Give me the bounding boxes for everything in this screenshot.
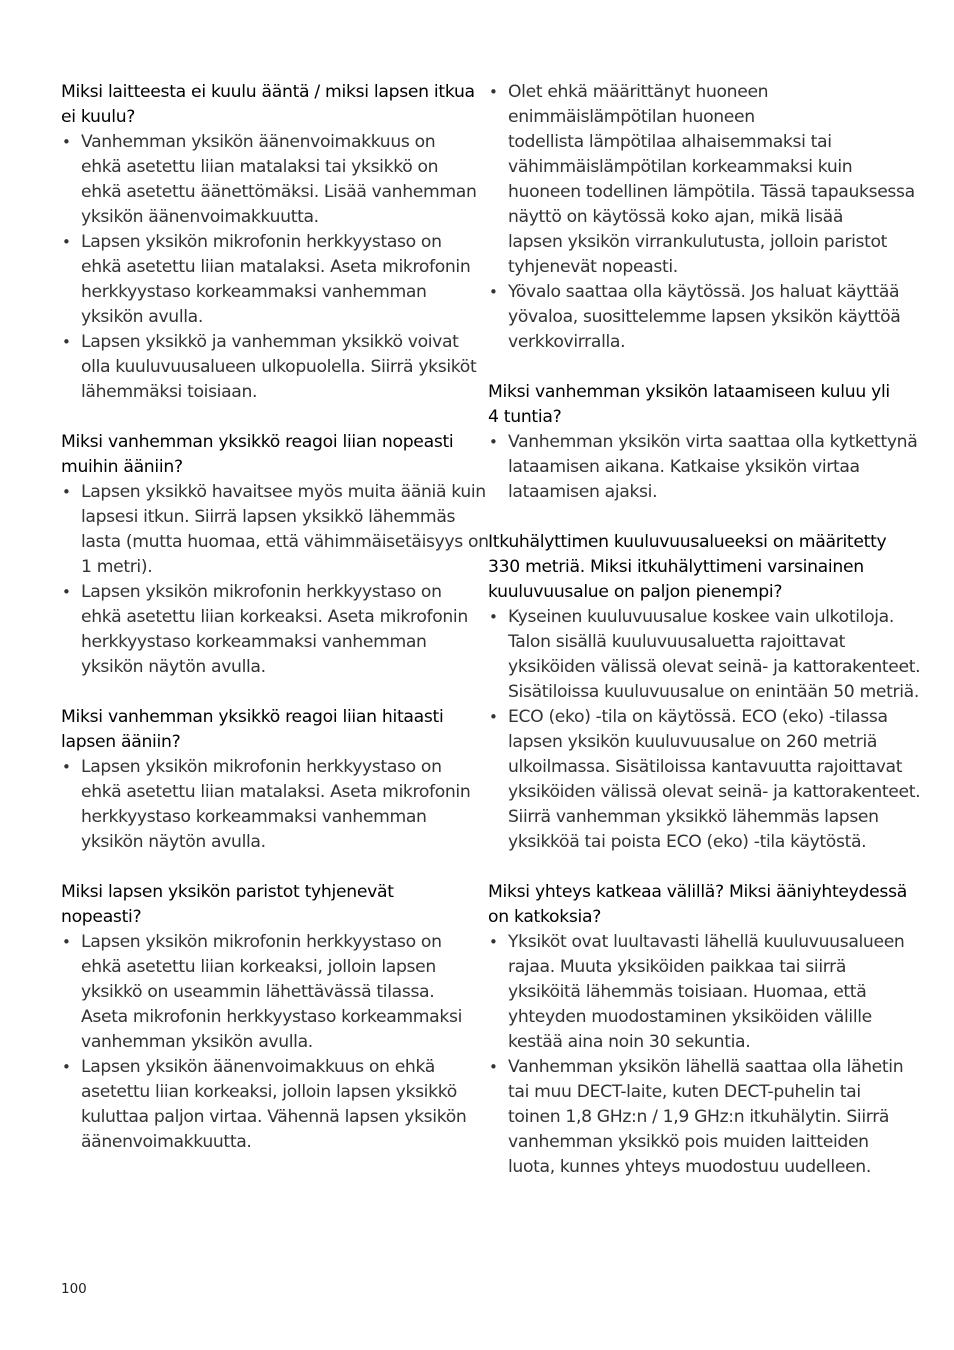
answer-text: herkkyystaso korkeammaksi vanhemman: [81, 632, 427, 652]
faq-section: [61, 80, 477, 405]
answer-text: lapsesi itkun. Siirrä lapsen yksikkö lähemmäs: [81, 507, 456, 527]
answer-text: herkkyystaso korkeammaksi vanhemman: [81, 807, 427, 827]
answer-line: [61, 605, 471, 630]
answer-text: yksikön näytön avulla.: [81, 657, 266, 677]
answer-line: [488, 730, 900, 755]
bullet-icon: •: [489, 1058, 498, 1076]
answer-text: Yksiköt ovat luultavasti lähellä kuuluvuusalueen: [508, 932, 905, 952]
answer-line: [488, 280, 900, 305]
answer-line: [61, 555, 471, 580]
answer-line: [488, 1130, 900, 1155]
answer-line: [488, 955, 900, 980]
faq-answer-bullet: [61, 130, 477, 230]
answer-line: [488, 330, 900, 355]
bullet-icon: •: [62, 933, 71, 951]
bullet-icon: •: [489, 433, 498, 451]
answer-line: [488, 80, 900, 105]
answer-line: [61, 355, 477, 380]
answer-line: [61, 230, 471, 255]
bullet-icon: •: [62, 133, 71, 151]
bullet-icon: •: [62, 333, 71, 351]
answer-text: lapsen yksikön virrankulutusta, jolloin paristot: [508, 232, 888, 252]
faq-question-line: Miksi lapsen yksikön paristot tyhjenevät: [61, 882, 394, 902]
answer-text: vanhemman yksikön avulla.: [81, 1032, 313, 1052]
faq-answer-bullet: [488, 930, 905, 1055]
answer-line: [488, 430, 918, 455]
answer-text: yksikkö on useammin lähettävässä tilassa.: [81, 982, 435, 1002]
faq-question-line: nopeasti?: [61, 907, 142, 927]
answer-line: [488, 680, 919, 705]
answer-text: luota, kunnes yhteys muodostuu uudelleen.: [508, 1157, 871, 1177]
answer-text: toinen 1,8 GHz:n / 1,9 GHz:n itkuhälytin. Siirrä: [508, 1107, 890, 1127]
answer-line: [488, 805, 900, 830]
answer-line: [488, 230, 900, 255]
answer-line: [488, 1030, 900, 1055]
faq-answer-bullet: [61, 480, 489, 580]
answer-text: näyttö on käytössä koko ajan, mikä lisää: [508, 207, 844, 227]
answer-line: [61, 255, 471, 280]
bullet-icon: •: [62, 1058, 71, 1076]
answer-text: Lapsen yksikön äänenvoimakkuus on ehkä: [81, 1057, 435, 1077]
answer-line: [488, 1080, 900, 1105]
answer-text: yksikön äänenvoimakkuutta.: [81, 207, 319, 227]
bullet-icon: •: [489, 283, 498, 301]
answer-text: todellista lämpötilaa alhaisemmaksi tai: [508, 132, 832, 152]
faq-question-line: Miksi vanhemman yksikkö reagoi liian hitaasti: [61, 707, 444, 727]
answer-line: [61, 755, 471, 780]
bullet-icon: •: [489, 933, 498, 951]
bullet-icon: •: [489, 608, 498, 626]
answer-line: [61, 480, 486, 505]
answer-text: lapsen yksikön kuuluvuusalue on 260 metriä: [508, 732, 878, 752]
faq-answer-bullet: [61, 230, 471, 330]
answer-line: [488, 1105, 900, 1130]
answer-text: Olet ehkä määrittänyt huoneen: [508, 82, 769, 102]
answer-line: [488, 105, 900, 130]
faq-question-line: 330 metriä. Miksi itkuhälyttimeni varsinainen: [488, 557, 864, 577]
faq-question-line: kuuluvuusalue on paljon pienempi?: [488, 582, 783, 602]
answer-line: [488, 655, 921, 680]
bullet-icon: •: [62, 233, 71, 251]
answer-text: Yövalo saattaa olla käytössä. Jos haluat käyttää: [508, 282, 900, 302]
answer-line: [488, 1055, 904, 1080]
answer-line: [488, 755, 903, 780]
answer-text: olla kuuluvuusalueen ulkopuolella. Siirrä yksiköt: [81, 357, 477, 377]
faq-question-line: Miksi vanhemman yksikkö reagoi liian nopeasti: [61, 432, 454, 452]
answer-line: [488, 455, 900, 480]
answer-text: kuluttaa paljon virtaa. Vähennä lapsen yksikön: [81, 1107, 467, 1127]
faq-answer-bullet: [61, 930, 471, 1055]
answer-line: [488, 930, 905, 955]
answer-line: [488, 155, 900, 180]
answer-text: Kyseinen kuuluvuusalue koskee vain ulkotiloja.: [508, 607, 894, 627]
faq-section: [61, 705, 471, 855]
answer-text: Aseta mikrofonin herkkyystaso korkeammaksi: [81, 1007, 462, 1027]
answer-text: ECO (eko) -tila on käytössä. ECO (eko) -tilassa: [508, 707, 888, 727]
answer-line: [61, 330, 471, 355]
answer-line: [61, 380, 471, 405]
answer-text: Lapsen yksikön mikrofonin herkkyystaso on: [81, 757, 442, 777]
answer-line: [61, 830, 471, 855]
answer-line: [61, 180, 477, 205]
answer-text: Vanhemman yksikön virta saattaa olla kytkettynä: [508, 432, 918, 452]
answer-line: [61, 1030, 471, 1055]
bullet-icon: •: [62, 758, 71, 776]
answer-line: [61, 505, 471, 530]
answer-text: vähimmäislämpötilan korkeammaksi kuin: [508, 157, 853, 177]
faq-section: [488, 880, 907, 1180]
answer-text: äänenvoimakkuutta.: [81, 1132, 252, 1152]
faq-question-line: ei kuulu?: [61, 107, 136, 127]
answer-line: [488, 305, 900, 330]
answer-text: Lapsen yksikön mikrofonin herkkyystaso on: [81, 582, 442, 602]
answer-text: Lapsen yksikön mikrofonin herkkyystaso on: [81, 932, 442, 952]
answer-line: [488, 830, 900, 855]
answer-text: verkkovirralla.: [508, 332, 626, 352]
section-gap: [488, 505, 900, 530]
answer-text: yövaloa, suosittelemme lapsen yksikön käyttöä: [508, 307, 901, 327]
answer-text: ehkä asetettu liian korkeaksi. Aseta mikrofonin: [81, 607, 468, 627]
answer-line: [488, 980, 900, 1005]
answer-line: [488, 255, 900, 280]
section-gap: [61, 405, 471, 430]
faq-answer-bullet: [61, 1055, 471, 1155]
answer-line: [61, 955, 471, 980]
answer-line: [488, 205, 900, 230]
answer-line: [61, 155, 471, 180]
answer-text: enimmäislämpötilan huoneen: [508, 107, 755, 127]
faq-answer-bullet: [61, 755, 471, 855]
faq-question-line: Itkuhälyttimen kuuluvuusalueeksi on määritetty: [488, 532, 887, 552]
answer-line: [488, 1005, 900, 1030]
answer-line: [61, 305, 471, 330]
faq-answer-bullet: [488, 605, 921, 705]
faq-section: [488, 80, 915, 355]
right-column: [488, 80, 921, 1180]
answer-text: kestää aina noin 30 sekuntia.: [508, 1032, 751, 1052]
answer-text: asetettu liian korkeaksi, jolloin lapsen yksikkö: [81, 1082, 457, 1102]
answer-text: yksiköitä lähemmäs toisiaan. Huomaa, että: [508, 982, 867, 1002]
answer-line: [61, 930, 471, 955]
answer-text: Vanhemman yksikön lähellä saattaa olla lähetin: [508, 1057, 904, 1077]
answer-text: ehkä asetettu liian matalaksi tai yksikkö on: [81, 157, 439, 177]
answer-line: [61, 280, 471, 305]
faq-section: [488, 530, 921, 855]
page-number: 100: [61, 1281, 87, 1297]
faq-question-line: on katkoksia?: [488, 907, 602, 927]
answer-text: ulkoilmassa. Sisätiloissa kantavuutta rajoittavat: [508, 757, 903, 777]
answer-text: herkkyystaso korkeammaksi vanhemman: [81, 282, 427, 302]
answer-line: [488, 1155, 900, 1180]
answer-line: [61, 205, 471, 230]
answer-line: [61, 1105, 471, 1130]
answer-line: [61, 1055, 471, 1080]
answer-line: [488, 705, 900, 730]
bullet-icon: •: [489, 708, 498, 726]
faq-answer-bullet: [488, 280, 900, 355]
answer-text: yksiköiden välissä olevat seinä- ja kattorakenteet.: [508, 657, 921, 677]
answer-text: tai muu DECT-laite, kuten DECT-puhelin tai: [508, 1082, 861, 1102]
answer-line: [61, 530, 489, 555]
faq-section: [61, 880, 471, 1155]
answer-text: yksikön näytön avulla.: [81, 832, 266, 852]
answer-text: ehkä asetettu äänettömäksi. Lisää vanhemman: [81, 182, 477, 202]
bullet-icon: •: [62, 483, 71, 501]
faq-question-line: Miksi vanhemman yksikön lataamiseen kuluu yli: [488, 382, 890, 402]
faq-answer-bullet: [488, 80, 915, 280]
bullet-icon: •: [62, 583, 71, 601]
section-gap: [61, 680, 471, 705]
faq-question-line: 4 tuntia?: [488, 407, 562, 427]
answer-line: [61, 1080, 471, 1105]
answer-line: [61, 655, 471, 680]
section-gap: [488, 855, 900, 880]
faq-question-line: Miksi laitteesta ei kuulu ääntä / miksi lapsen itkua: [61, 82, 475, 102]
answer-line: [61, 805, 471, 830]
answer-text: ehkä asetettu liian matalaksi. Aseta mikrofonin: [81, 782, 471, 802]
answer-line: [488, 780, 921, 805]
faq-answer-bullet: [488, 705, 921, 855]
answer-text: Vanhemman yksikön äänenvoimakkuus on: [81, 132, 436, 152]
answer-line: [61, 580, 471, 605]
answer-text: yksikköä tai poista ECO (eko) -tila käytöstä.: [508, 832, 867, 852]
answer-text: 1 metri).: [81, 557, 153, 577]
answer-line: [488, 480, 900, 505]
answer-text: Lapsen yksikön mikrofonin herkkyystaso on: [81, 232, 442, 252]
answer-line: [61, 1130, 471, 1155]
faq-answer-bullet: [61, 580, 471, 680]
faq-section: [488, 380, 918, 505]
faq-answer-bullet: [488, 1055, 904, 1180]
answer-line: [61, 780, 471, 805]
answer-text: Talon sisällä kuuluvuusaluetta rajoittavat: [508, 632, 846, 652]
faq-section: [61, 430, 489, 680]
answer-line: [61, 980, 471, 1005]
answer-text: rajaa. Muuta yksiköiden paikkaa tai siirrä: [508, 957, 847, 977]
answer-line: [61, 130, 471, 155]
answer-line: [488, 180, 915, 205]
bullet-icon: •: [489, 83, 498, 101]
answer-line: [488, 630, 900, 655]
left-column: [61, 80, 489, 1155]
answer-text: ehkä asetettu liian matalaksi. Aseta mikrofonin: [81, 257, 471, 277]
answer-text: huoneen todellinen lämpötila. Tässä tapauksessa: [508, 182, 915, 202]
answer-text: lähemmäksi toisiaan.: [81, 382, 258, 402]
faq-answer-bullet: [61, 330, 477, 405]
answer-line: [61, 1005, 471, 1030]
faq-question-line: Miksi yhteys katkeaa välillä? Miksi ääniyhteydessä: [488, 882, 907, 902]
answer-text: Sisätiloissa kuuluvuusalue on enintään 50 metriä.: [508, 682, 919, 702]
answer-text: yhteyden muodostaminen yksiköiden välille: [508, 1007, 872, 1027]
answer-text: Siirrä vanhemman yksikkö lähemmäs lapsen: [508, 807, 879, 827]
faq-question-line: muihin ääniin?: [61, 457, 183, 477]
section-gap: [488, 355, 900, 380]
answer-line: [488, 130, 900, 155]
answer-text: lataamisen aikana. Katkaise yksikön virtaa: [508, 457, 860, 477]
answer-line: [61, 630, 471, 655]
answer-text: lasta (mutta huomaa, että vähimmäisetäisyys on: [81, 532, 489, 552]
faq-question-line: lapsen ääniin?: [61, 732, 181, 752]
section-gap: [61, 855, 471, 880]
faq-answer-bullet: [488, 430, 918, 505]
answer-text: Lapsen yksikkö havaitsee myös muita ääniä kuin: [81, 482, 486, 502]
answer-text: lataamisen ajaksi.: [508, 482, 658, 502]
answer-line: [488, 605, 900, 630]
answer-text: Lapsen yksikkö ja vanhemman yksikkö voivat: [81, 332, 459, 352]
answer-text: yksikön avulla.: [81, 307, 203, 327]
answer-text: ehkä asetettu liian korkeaksi, jolloin lapsen: [81, 957, 436, 977]
answer-text: yksiköiden välissä olevat seinä- ja kattorakenteet.: [508, 782, 921, 802]
answer-text: tyhjenevät nopeasti.: [508, 257, 678, 277]
answer-text: vanhemman yksikkö pois muiden laitteiden: [508, 1132, 869, 1152]
